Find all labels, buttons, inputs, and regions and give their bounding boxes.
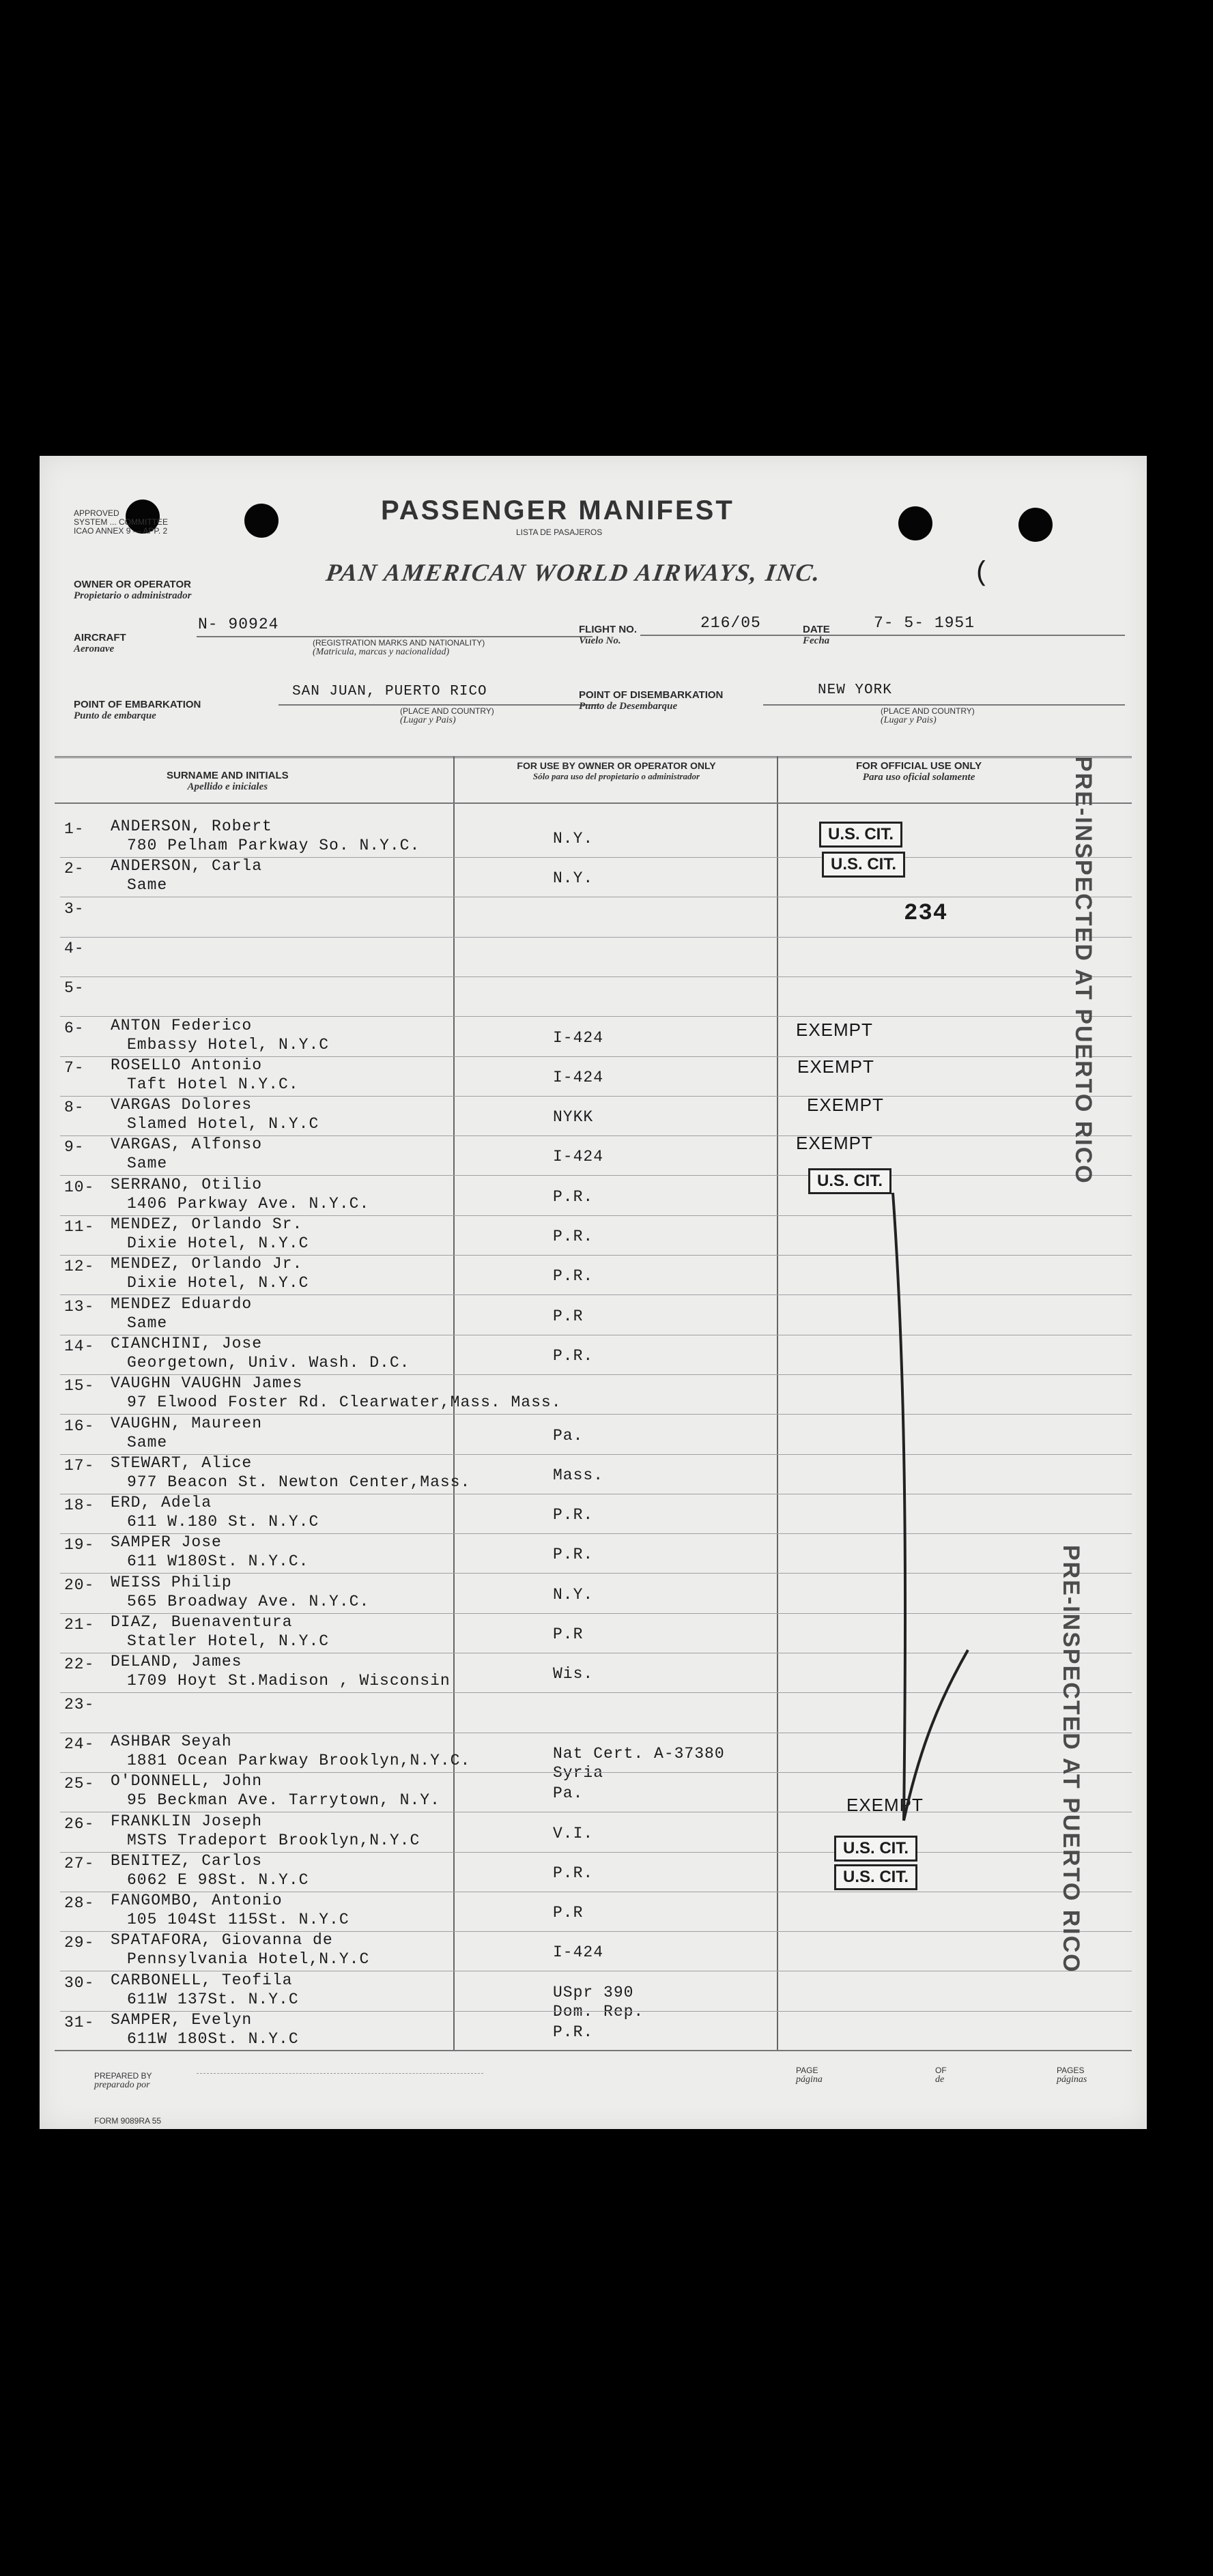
table-row: [40, 1415, 1147, 1456]
page-title: PASSENGER MANIFEST: [381, 495, 734, 525]
embark-label-en: POINT OF EMBARKATION: [74, 699, 201, 710]
vertical-stamp-1: PRE-INSPECTED AT PUERTO RICO: [1070, 756, 1096, 1185]
owner-use-value: Nat Cert. A-37380: [553, 1744, 725, 1763]
passenger-address: 611W 180St. N.Y.C: [127, 2030, 299, 2048]
passenger-address: Slamed Hotel, N.Y.C: [127, 1115, 319, 1133]
passenger-address: Same: [127, 1155, 168, 1173]
row-number: 10-: [64, 1178, 95, 1196]
passenger-address: Same: [127, 876, 168, 895]
page-mark: (: [973, 558, 991, 589]
aircraft-label-en: AIRCRAFT: [74, 632, 126, 643]
table-row: [40, 1017, 1147, 1058]
passenger-name: VARGAS, Alfonso: [111, 1135, 263, 1154]
page-subtitle: LISTA DE PASAJEROS: [516, 527, 603, 537]
passenger-address: Taft Hotel N.Y.C.: [127, 1075, 299, 1093]
prepared-by-es: preparado por: [94, 2080, 150, 2090]
table-row: [40, 1135, 1147, 1176]
owner-value: PAN AMERICAN WORLD AIRWAYS, INC.: [324, 559, 823, 586]
passenger-address: 780 Pelham Parkway So. N.Y.C.: [127, 837, 420, 854]
passenger-name: VAUGHN, Maureen: [111, 1414, 263, 1432]
passenger-name: WEISS Philip: [111, 1573, 232, 1591]
passenger-address: Dixie Hotel, N.Y.C: [127, 1234, 309, 1252]
disembark-place-note-en: (PLACE AND COUNTRY): [881, 706, 975, 716]
stamp-uscit-1: U.S. CIT.: [819, 822, 902, 848]
disembark-value: NEW YORK: [818, 682, 892, 698]
passenger-name: DELAND, James: [111, 1653, 242, 1671]
stamp-uscit-3: U.S. CIT.: [808, 1168, 891, 1194]
table-row: [40, 937, 1147, 978]
passenger-address: Pennsylvania Hotel,N.Y.C: [127, 1950, 370, 1969]
flight-value: 216/05: [700, 614, 761, 632]
aircraft-note: [313, 639, 485, 656]
row-number: 12-: [64, 1258, 95, 1276]
pages-field: [1057, 2066, 1087, 2084]
embark-label: [74, 699, 201, 722]
table-row: [40, 1295, 1147, 1336]
col-header-surname: [167, 770, 289, 793]
passenger-address: 565 Broadway Ave. N.Y.C.: [127, 1592, 370, 1610]
passenger-name: ERD, Adela: [111, 1494, 212, 1512]
exempt-3: EXEMPT: [807, 1095, 884, 1115]
owner-use-value: N.Y.: [553, 830, 594, 848]
col-header-official: [856, 760, 982, 783]
table-row: [40, 1653, 1147, 1694]
passenger-address: Embassy Hotel, N.Y.C: [127, 1035, 330, 1054]
row-number: 4-: [64, 939, 85, 957]
aircraft-value: N- 90924: [198, 616, 279, 633]
form-number: FORM 9089RA 55: [94, 2116, 162, 2126]
page-field: [796, 2066, 823, 2084]
prepared-by: [94, 2072, 152, 2089]
table-row: [40, 897, 1147, 938]
passenger-address: 105 104St 115St. N.Y.C: [127, 1911, 349, 1929]
pencil-line-mark: [866, 1179, 975, 1862]
owner-use-value: N.Y.: [553, 869, 594, 888]
owner-use-value: P.R: [553, 1307, 584, 1325]
embark-underline: [279, 704, 599, 706]
passenger-address: 6062 E 98St. N.Y.C: [127, 1870, 309, 1889]
row-number: 16-: [64, 1417, 95, 1435]
row-number: 15-: [64, 1377, 95, 1395]
approval-line-1: APPROVED: [74, 508, 119, 518]
exempt-5: EXEMPT: [846, 1795, 924, 1815]
punch-hole-4: [1018, 508, 1053, 542]
table-row: [40, 2011, 1147, 2052]
pages-field-es: páginas: [1057, 2074, 1087, 2085]
passenger-address: 611 W180St. N.Y.C.: [127, 1552, 309, 1571]
aircraft-note-es: (Matricula, marcas y nacionalidad): [313, 647, 450, 657]
table-row: [40, 1892, 1147, 1933]
col-header-owner-es: Sólo para uso del propietario o administrador: [532, 771, 700, 781]
row-number: 23-: [64, 1695, 95, 1713]
table-row: [40, 1772, 1147, 1813]
row-number: 24-: [64, 1735, 95, 1753]
table-top-rule: [55, 756, 1132, 758]
row-number: 9-: [64, 1138, 85, 1157]
passenger-address: Dixie Hotel, N.Y.C: [127, 1274, 309, 1292]
exempt-2: EXEMPT: [797, 1056, 874, 1077]
row-number: 18-: [64, 1496, 95, 1515]
date-label: [803, 624, 830, 647]
owner-use-value: Pa.: [553, 1426, 584, 1445]
stamp-uscit-5: U.S. CIT.: [834, 1864, 917, 1890]
passenger-name: ROSELLO Antonio: [111, 1056, 263, 1074]
of-field-es: de: [935, 2074, 945, 2085]
row-number: 30-: [64, 1973, 95, 1992]
col-header-official-en: FOR OFFICIAL USE ONLY: [856, 760, 982, 772]
punch-hole-3: [898, 506, 932, 540]
header-bottom-rule: [55, 802, 1132, 804]
col-header-official-es: Para uso oficial solamente: [862, 772, 975, 783]
table-row: [40, 1096, 1147, 1137]
owner-use-value: I-424: [553, 1148, 604, 1166]
flight-label: [579, 624, 637, 647]
table-row: [40, 1931, 1147, 1972]
passenger-name: ANDERSON, Robert: [111, 817, 272, 835]
owner-use-value: USpr 390: [553, 1983, 634, 2001]
owner-use-value: Wis.: [553, 1665, 594, 1683]
owner-use-value: N.Y.: [553, 1585, 594, 1604]
row-number: 8-: [64, 1099, 85, 1117]
passenger-name: MENDEZ Eduardo: [111, 1294, 253, 1313]
owner-use-value: P.R.: [553, 2023, 594, 2041]
approval-line-3: ICAO ANNEX 9 — APP. 2: [74, 526, 168, 536]
passenger-address: Same: [127, 1433, 168, 1451]
prepared-by-line: [197, 2073, 483, 2074]
disembark-place-note-es: (Lugar y Pais): [881, 715, 937, 725]
owner-use-value: P.R.: [553, 1346, 594, 1365]
row-number: 22-: [64, 1655, 95, 1674]
row-number: 1-: [64, 820, 85, 838]
passenger-name: FRANKLIN Joseph: [111, 1812, 263, 1830]
passenger-name: VARGAS Dolores: [111, 1096, 253, 1114]
passenger-address: Same: [127, 1314, 168, 1332]
passenger-name: ANTON Federico: [111, 1016, 253, 1034]
date-underline: [838, 635, 1125, 636]
owner-use-value: P.R.: [553, 1228, 594, 1245]
owner-label: [74, 579, 192, 602]
passenger-address: 611W 137St. N.Y.C: [127, 1990, 299, 2008]
passenger-address: 1709 Hoyt St.Madison , Wisconsin: [127, 1672, 451, 1690]
passenger-name: SPATAFORA, Giovanna de: [111, 1931, 333, 1950]
owner-label-es: Propietario o administrador: [74, 590, 192, 601]
owner-use-value: P.R: [553, 1625, 584, 1643]
table-row: [40, 1812, 1147, 1853]
row-number: 7-: [64, 1058, 85, 1077]
passenger-name: VAUGHN VAUGHN James: [111, 1374, 303, 1393]
row-number: 21-: [64, 1616, 95, 1634]
owner-use-value: P.R.: [553, 1187, 594, 1206]
owner-use-value: P.R.: [553, 1546, 594, 1564]
embark-value: SAN JUAN, PUERTO RICO: [292, 684, 487, 699]
row-number: 26-: [64, 1814, 95, 1833]
owner-label-en: OWNER OR OPERATOR: [74, 579, 191, 590]
embark-place-note-en: (PLACE AND COUNTRY): [400, 706, 494, 716]
passenger-address: 1406 Parkway Ave. N.Y.C.: [127, 1194, 370, 1213]
disembark-place-note: [881, 707, 975, 725]
passenger-address: Statler Hotel, N.Y.C: [127, 1632, 330, 1650]
row-number: 17-: [64, 1456, 95, 1475]
aircraft-note-en: (REGISTRATION MARKS AND NATIONALITY): [313, 638, 485, 648]
passenger-address: 95 Beckman Ave. Tarrytown, N.Y.: [127, 1791, 440, 1810]
passenger-address: 977 Beacon St. Newton Center,Mass.: [127, 1473, 471, 1491]
owner-use-value: I-424: [553, 1068, 604, 1086]
approval-line-2: SYSTEM ... COMMITTEE: [74, 517, 169, 527]
manifest-sheet: [40, 456, 1147, 2129]
passenger-name: SERRANO, Otilio: [111, 1175, 263, 1193]
passenger-address: 1881 Ocean Parkway Brooklyn,N.Y.C.: [127, 1751, 471, 1769]
date-value: 7- 5- 1951: [874, 614, 975, 632]
disembark-label-es: Punto de Desembarque: [579, 701, 678, 712]
owner-use-value: I-424: [553, 1028, 604, 1047]
owner-use-value: Pa.: [553, 1784, 584, 1803]
passenger-address: Georgetown, Univ. Wash. D.C.: [127, 1353, 410, 1372]
of-field: [935, 2066, 947, 2084]
passenger-address: MSTS Tradeport Brooklyn,N.Y.C: [127, 1831, 420, 1849]
flight-label-es: Vuelo No.: [579, 635, 621, 646]
row-number: 29-: [64, 1934, 95, 1952]
disembark-label-en: POINT OF DISEMBARKATION: [579, 689, 724, 701]
passenger-name: BENITEZ, Carlos: [111, 1851, 263, 1870]
passenger-name: ASHBAR Seyah: [111, 1732, 232, 1750]
passenger-name: CARBONELL, Teofila: [111, 1971, 293, 1989]
passenger-name: MENDEZ, Orlando Jr.: [111, 1255, 303, 1273]
embark-label-es: Punto de embarque: [74, 710, 156, 721]
row-number: 14-: [64, 1337, 95, 1355]
owner-use-value: P.R.: [553, 1506, 594, 1524]
stamp-uscit-2: U.S. CIT.: [822, 852, 905, 878]
passenger-name: MENDEZ, Orlando Sr.: [111, 1215, 303, 1233]
approval-note: [74, 509, 168, 536]
flight-label-en: FLIGHT NO.: [579, 624, 637, 635]
passenger-name: STEWART, Alice: [111, 1453, 253, 1472]
passenger-name: O'DONNELL, John: [111, 1772, 263, 1791]
row-number: 20-: [64, 1576, 95, 1594]
table-row: [40, 1255, 1147, 1296]
disembark-label: [579, 689, 723, 712]
row-number: 2-: [64, 860, 85, 878]
passenger-name: SAMPER Jose: [111, 1533, 222, 1552]
row-number: 25-: [64, 1775, 95, 1793]
passenger-name: ANDERSON, Carla: [111, 857, 263, 875]
table-row: [40, 1852, 1147, 1893]
row-number: 13-: [64, 1297, 95, 1316]
aircraft-label: [74, 632, 126, 655]
punch-hole-2: [244, 504, 279, 538]
owner-use-value: P.R.: [553, 1267, 594, 1286]
table-row: [40, 1494, 1147, 1535]
passenger-name: SAMPER, Evelyn: [111, 2011, 253, 2029]
passenger-name: DIAZ, Buenaventura: [111, 1613, 293, 1631]
stamp-uscit-4: U.S. CIT.: [834, 1836, 917, 1862]
row-number: 3-: [64, 899, 85, 918]
row-number: 19-: [64, 1536, 95, 1554]
aircraft-underline: [197, 636, 593, 637]
table-row: [40, 1056, 1147, 1097]
embark-place-note: [400, 707, 494, 725]
owner-use-value: Mass.: [553, 1466, 604, 1484]
official-count: 234: [904, 901, 948, 927]
owner-use-value: NYKK: [553, 1108, 594, 1127]
row-number: 5-: [64, 979, 85, 998]
col-header-surname-es: Apellido e iniciales: [187, 781, 268, 792]
table-row: [40, 1176, 1147, 1217]
vertical-stamp-2: PRE-INSPECTED AT PUERTO RICO: [1058, 1545, 1084, 1973]
of-field-en: OF: [935, 2066, 947, 2075]
row-number: 6-: [64, 1019, 85, 1037]
passenger-address: 97 Elwood Foster Rd. Clearwater,Mass. Mass.: [127, 1393, 562, 1412]
owner-use-value-2: Dom. Rep.: [553, 2002, 644, 2021]
owner-use-value: V.I.: [553, 1824, 594, 1842]
pages-field-en: PAGES: [1057, 2066, 1085, 2075]
owner-use-value-2: Syria: [553, 1763, 604, 1782]
page-field-en: PAGE: [796, 2066, 818, 2075]
footer-rule: [55, 2050, 1132, 2051]
passenger-address: 611 W.180 St. N.Y.C: [127, 1513, 319, 1531]
date-label-en: DATE: [803, 624, 830, 635]
table-row: [40, 1693, 1147, 1734]
owner-use-value: P.R.: [553, 1864, 594, 1882]
date-label-es: Fecha: [803, 635, 830, 646]
table-row: [40, 1374, 1147, 1415]
prepared-by-en: PREPARED BY: [94, 2071, 152, 2081]
passenger-name: CIANCHINI, Jose: [111, 1334, 263, 1352]
table-row: [40, 1335, 1147, 1376]
row-number: 31-: [64, 2014, 95, 2031]
embark-place-note-es: (Lugar y Pais): [400, 715, 456, 725]
page-field-es: página: [796, 2074, 823, 2085]
col-header-owner-en: FOR USE BY OWNER OR OPERATOR ONLY: [517, 760, 716, 771]
table-row: [40, 976, 1147, 1017]
row-number: 11-: [64, 1218, 95, 1236]
table-row: [40, 857, 1147, 898]
table-row: [40, 1533, 1147, 1574]
table-row: [40, 1454, 1147, 1495]
table-row: [40, 1215, 1147, 1256]
disembark-underline: [763, 704, 1125, 706]
passenger-rows: [40, 817, 1147, 2053]
owner-use-value: I-424: [553, 1943, 604, 1962]
table-row: [40, 817, 1147, 858]
exempt-1: EXEMPT: [796, 1019, 873, 1040]
aircraft-label-es: Aeronave: [74, 643, 115, 654]
row-number: 27-: [64, 1854, 95, 1872]
owner-use-value: P.R: [553, 1904, 584, 1922]
row-number: 28-: [64, 1894, 95, 1913]
col-header-owner: [511, 760, 722, 782]
col-header-surname-en: SURNAME AND INITIALS: [167, 770, 289, 781]
passenger-name: FANGOMBO, Antonio: [111, 1892, 283, 1910]
table-row: [40, 1574, 1147, 1615]
table-row: [40, 1613, 1147, 1654]
exempt-4: EXEMPT: [796, 1133, 873, 1153]
